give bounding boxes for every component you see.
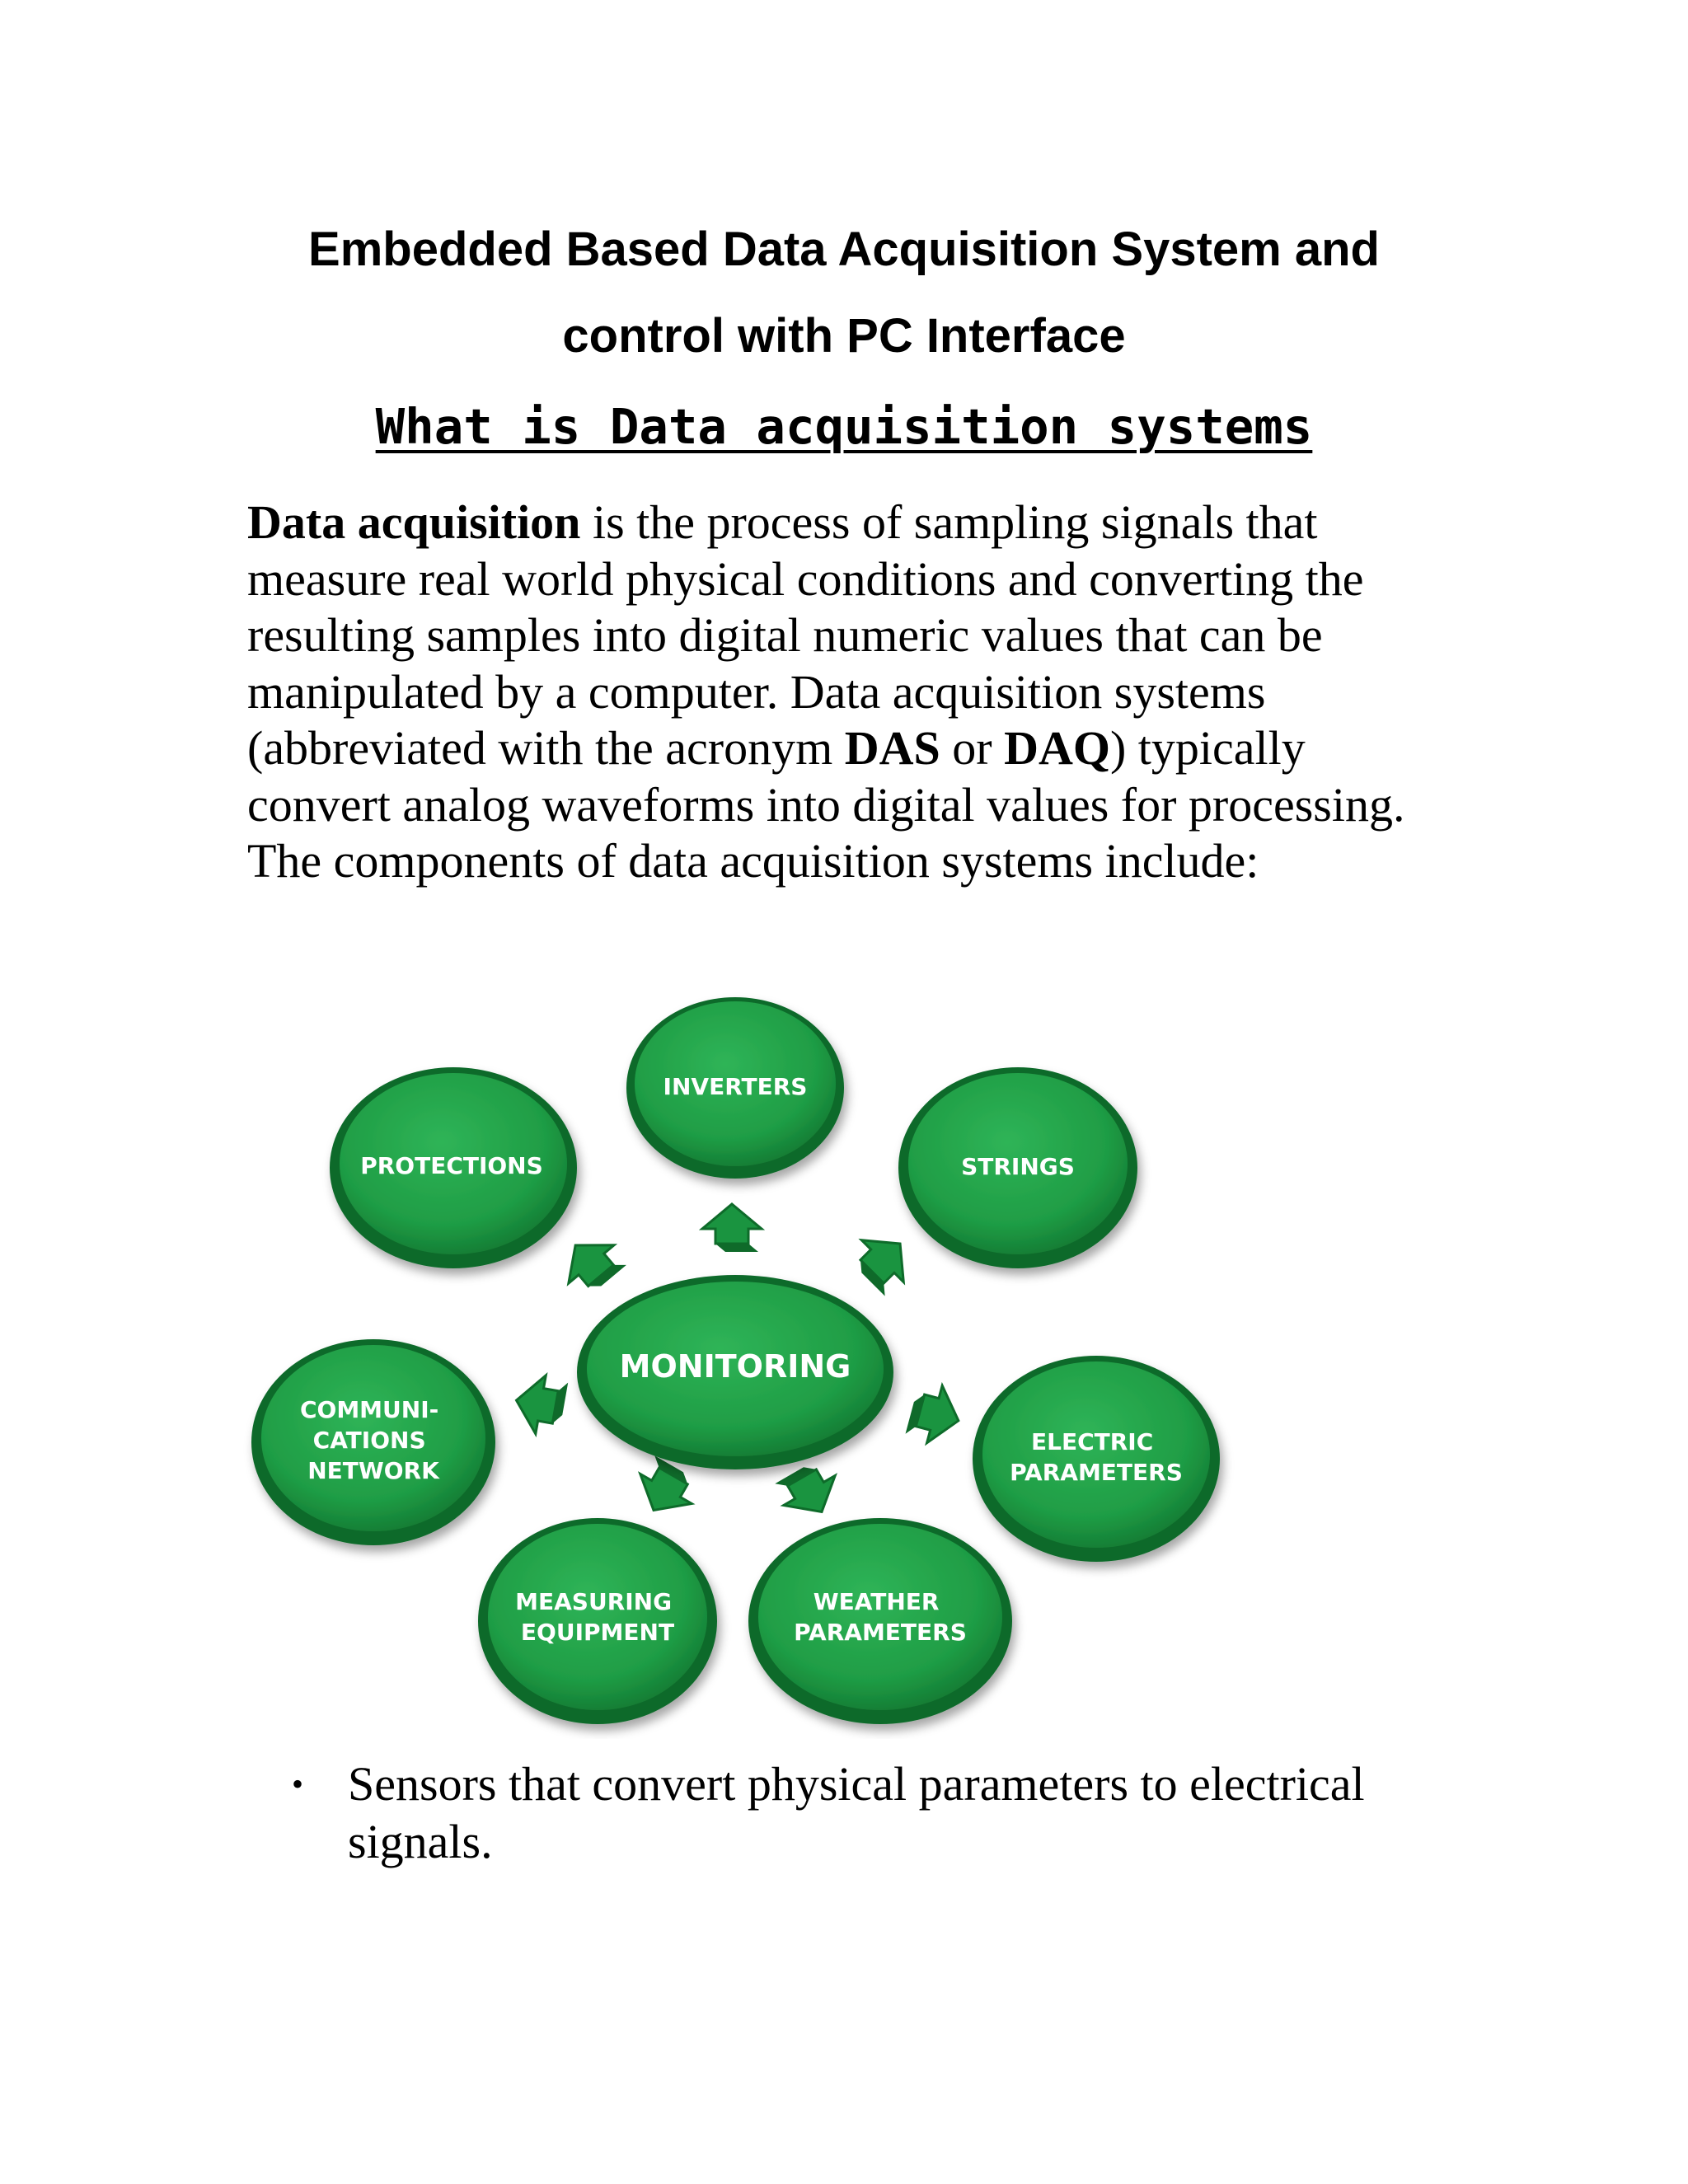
term-das: DAS bbox=[844, 721, 940, 775]
title-line-1: Embedded Based Data Acquisition System and bbox=[308, 223, 1380, 276]
node-protections bbox=[330, 1067, 577, 1268]
section-heading: What is Data acquisition systems bbox=[375, 398, 1313, 455]
node-measuring-label: MEASURING EQUIPMENT bbox=[515, 1588, 675, 1646]
node-weather-label: WEATHER PARAMETERS bbox=[794, 1588, 967, 1646]
node-communications-label: COMMUNI- CATIONS NETWORK bbox=[299, 1396, 439, 1484]
bullet-icon: • bbox=[292, 1765, 304, 1802]
arrow-to-weather-icon bbox=[772, 1455, 847, 1526]
node-strings bbox=[898, 1067, 1137, 1268]
node-weather-parameters bbox=[748, 1518, 1012, 1724]
node-inverters bbox=[626, 997, 844, 1179]
node-monitoring-label: MONITORING bbox=[619, 1348, 851, 1385]
list-item bbox=[247, 1755, 1451, 1871]
title-line-2: control with PC Interface bbox=[562, 309, 1126, 363]
term-daq: DAQ bbox=[1004, 721, 1110, 775]
paragraph-text-1: is the process of sampling signals that measure real world physical conditions and converting the resulting samples into digital numeric values that can be manipulated by a computer. Data acquisition systems (abbreviated with the acronym bbox=[247, 495, 1364, 775]
node-electric-label: ELECTRIC PARAMETERS bbox=[1010, 1428, 1183, 1486]
node-protections-label: PROTECTIONS bbox=[360, 1152, 543, 1179]
page-title bbox=[0, 206, 1688, 379]
intro-paragraph bbox=[247, 494, 1451, 890]
node-strings-label: STRINGS bbox=[961, 1153, 1075, 1180]
components-list bbox=[247, 1755, 1451, 1871]
paragraph-text-3: ) typically convert analog waveforms into digital values for processing. The components of data acquisition systems include: bbox=[247, 721, 1405, 888]
paragraph-text-2: or bbox=[940, 721, 1005, 775]
arrow-to-strings-icon bbox=[846, 1223, 921, 1299]
arrow-to-electric-icon bbox=[905, 1380, 967, 1450]
arrow-to-protections-icon bbox=[553, 1226, 629, 1301]
node-measuring-equipment bbox=[478, 1518, 717, 1724]
node-monitoring bbox=[577, 1275, 893, 1469]
node-inverters-label: INVERTERS bbox=[663, 1073, 808, 1100]
arrow-to-communications-icon bbox=[511, 1371, 569, 1438]
arrow-to-inverters-icon bbox=[702, 1204, 762, 1252]
node-electric-parameters bbox=[973, 1356, 1220, 1562]
node-communications bbox=[251, 1339, 495, 1545]
list-item-text: Sensors that convert physical parameters to electrical signals. bbox=[348, 1757, 1365, 1868]
term-data-acquisition: Data acquisition bbox=[247, 495, 581, 549]
monitoring-diagram bbox=[239, 985, 1245, 1739]
